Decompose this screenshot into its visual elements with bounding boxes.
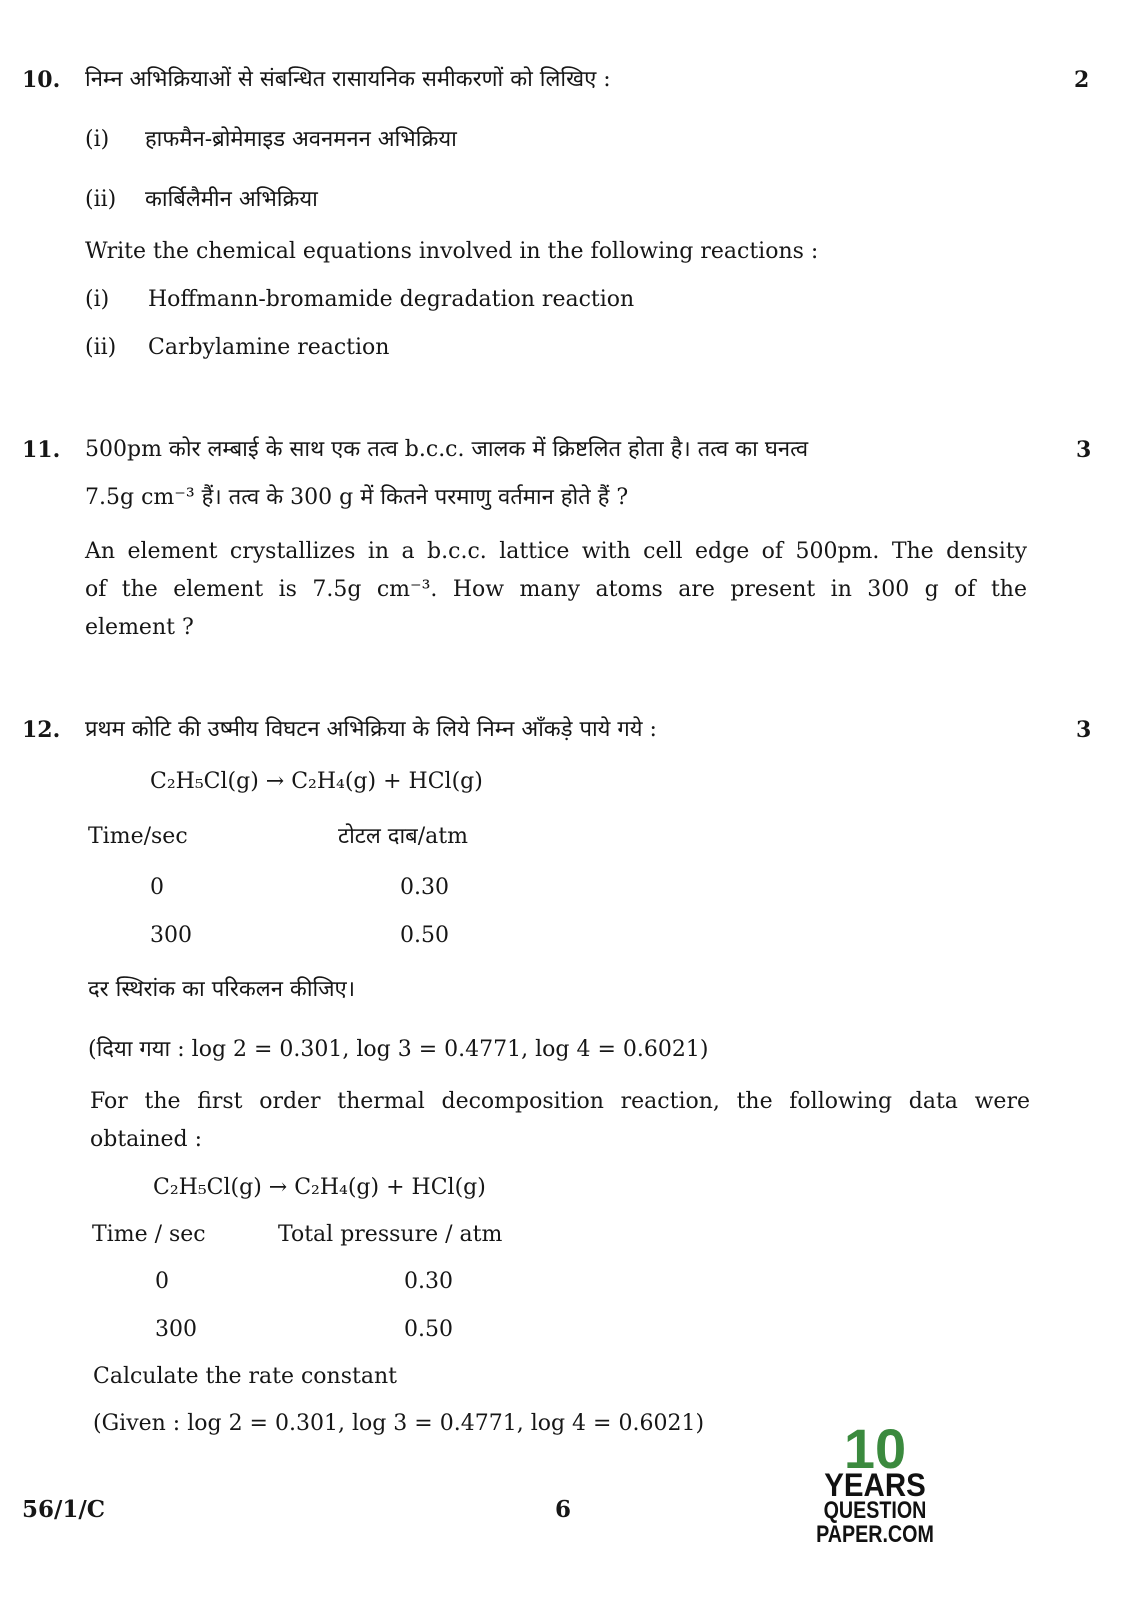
table-cell: 0.30 — [404, 1269, 453, 1294]
english-prompt: Write the chemical equations involved in the following reactions : — [85, 239, 819, 264]
hindi-prompt: निम्न अभिक्रियाओं से संबन्धित रासायनिक समीकरणों को लिखिए : — [85, 67, 611, 92]
hindi-item-text: कार्बिलैमीन अभिक्रिया — [145, 187, 318, 212]
table-cell: 0 — [150, 875, 164, 900]
paper-code: 56/1/C — [22, 1496, 106, 1523]
english-line: element ? — [85, 615, 194, 640]
marks: 3 — [1076, 437, 1092, 463]
watermark-number: 10 — [843, 1417, 907, 1480]
table-cell: 0.50 — [400, 923, 449, 948]
question-number: 11. — [22, 437, 61, 463]
english-task: Calculate the rate constant — [93, 1364, 397, 1389]
hindi-line: 7.5g cm⁻³ हैं। तत्व के 300 g में कितने परमाणु वर्तमान होते हैं ? — [85, 485, 629, 510]
table-cell: 300 — [155, 1317, 197, 1342]
english-line: For the first order thermal decomposition reaction, the following data were — [90, 1089, 1030, 1114]
english-item-label: (i) — [85, 287, 110, 312]
english-line: An element crystallizes in a b.c.c. lattice with cell edge of 500pm. The density — [85, 539, 1027, 564]
hindi-item-text: हाफमैन-ब्रोमेमाइड अवनमनन अभिक्रिया — [145, 127, 457, 152]
table-cell: 0.50 — [404, 1317, 453, 1342]
table-cell: 0 — [155, 1269, 169, 1294]
table-header: Time/sec — [88, 824, 188, 849]
table-cell: 300 — [150, 923, 192, 948]
watermark-logo — [740, 1417, 1010, 1548]
marks: 2 — [1074, 67, 1090, 93]
chemical-equation: C₂H₅Cl(g) → C₂H₄(g) + HCl(g) — [153, 1175, 486, 1200]
english-given-values: (Given : log 2 = 0.301, log 3 = 0.4771, log 4 = 0.6021) — [93, 1411, 705, 1436]
table-header: Time / sec — [92, 1222, 206, 1247]
question-number: 12. — [22, 717, 61, 743]
hindi-task: दर स्थिरांक का परिकलन कीजिए। — [88, 977, 356, 1002]
marks: 3 — [1076, 717, 1092, 743]
english-item-text: Carbylamine reaction — [148, 335, 390, 360]
english-line: obtained : — [90, 1127, 202, 1152]
english-line: of the element is 7.5g cm⁻³. How many atoms are present in 300 g of the — [85, 577, 1027, 602]
chemical-equation: C₂H₅Cl(g) → C₂H₄(g) + HCl(g) — [150, 769, 483, 794]
english-item-label: (ii) — [85, 335, 117, 360]
hindi-line: 500pm कोर लम्बाई के साथ एक तत्व b.c.c. जालक में क्रिष्टलित होता है। तत्व का घनत्व — [85, 437, 809, 462]
hindi-item-label: (ii) — [85, 187, 117, 212]
hindi-prompt: प्रथम कोटि की उष्मीय विघटन अभिक्रिया के लिये निम्न आँकड़े पाये गये : — [85, 717, 657, 742]
table-cell: 0.30 — [400, 875, 449, 900]
page-number: 6 — [555, 1496, 572, 1523]
english-item-text: Hoffmann-bromamide degradation reaction — [148, 287, 635, 312]
hindi-given-values: (दिया गया : log 2 = 0.301, log 3 = 0.4771, log 4 = 0.6021) — [88, 1037, 709, 1062]
question-number: 10. — [22, 67, 61, 93]
watermark-years: YEARS — [824, 1467, 926, 1503]
hindi-item-label: (i) — [85, 127, 110, 152]
table-header: टोटल दाब/atm — [338, 824, 468, 849]
table-header: Total pressure / atm — [278, 1222, 503, 1247]
watermark-site: QUESTION PAPER.COM — [816, 1497, 934, 1548]
